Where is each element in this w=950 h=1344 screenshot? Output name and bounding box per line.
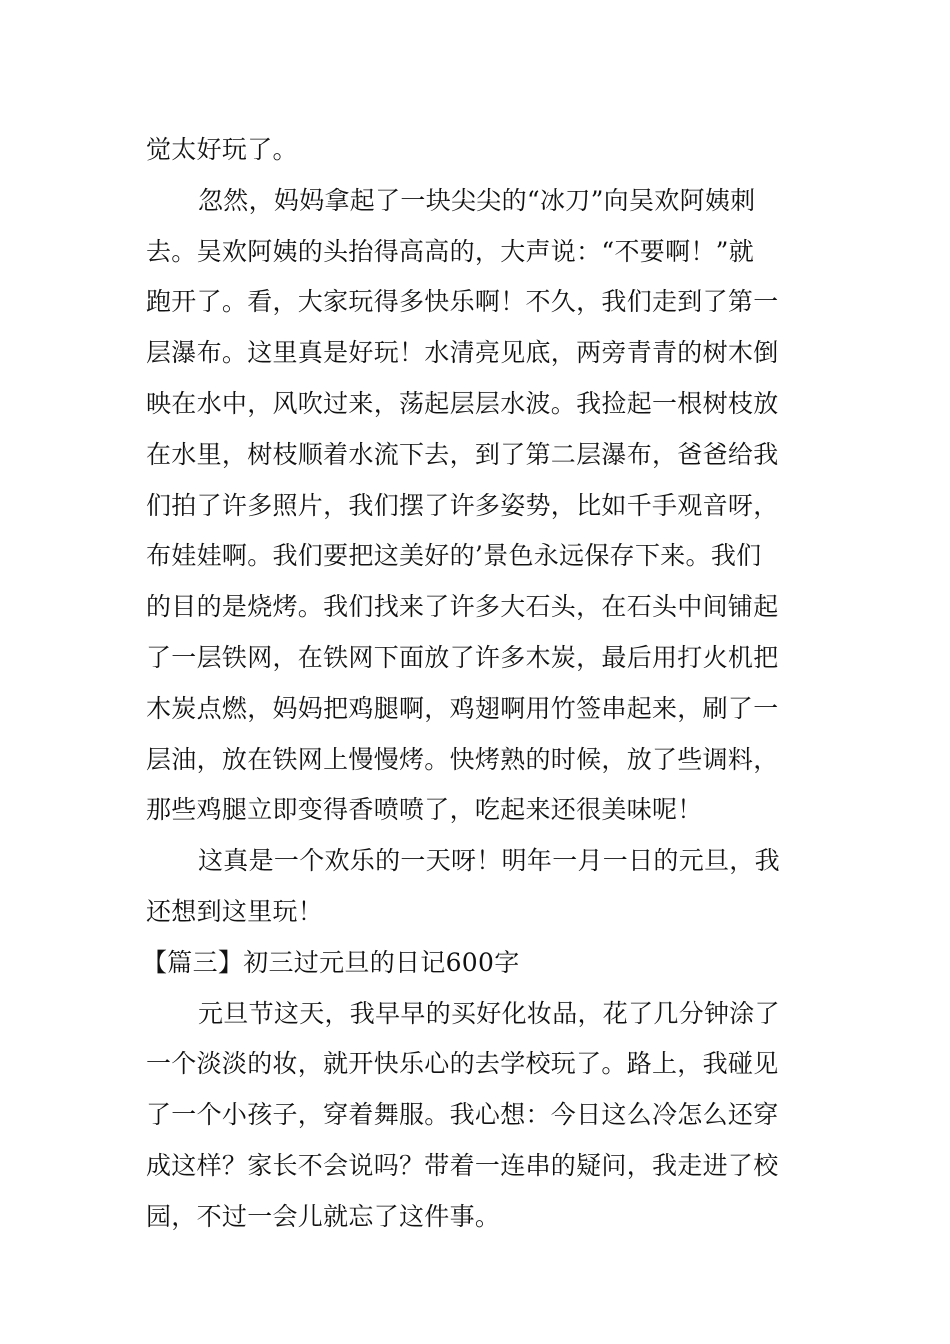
paragraph — [146, 176, 811, 836]
paragraph — [146, 836, 811, 938]
paragraph-line: 层油，放在铁网上慢慢烤。快烤熟的时候，放了些调料， — [146, 744, 779, 774]
paragraph-line: 布娃娃啊。我们要把这美好的’景色永远保存下来。我们 — [146, 541, 762, 571]
paragraph-line: 映在水中，风吹过来，荡起层层水波。我捡起一根树枝放 — [146, 388, 779, 418]
paragraph-line: 去。吴欢阿姨的头抬得高高的，大声说：“不要啊！”就 — [146, 236, 755, 266]
paragraph-line: 觉太好玩了。 — [146, 135, 298, 164]
paragraph-line: 们拍了许多照片，我们摆了许多姿势，比如千手观音呀， — [146, 490, 779, 520]
paragraph-line: 的目的是烧烤。我们找来了许多大石头，在石头中间铺起 — [146, 592, 779, 622]
paragraph-line: 元旦节这天，我早早的买好化妆品，花了几分钟涂了 — [198, 998, 780, 1028]
paragraph-line: 这真是一个欢乐的一天呀！明年一月一日的元旦，我 — [198, 846, 780, 876]
paragraph-line: 木炭点燃，妈妈把鸡腿啊，鸡翅啊用竹签串起来，刷了一 — [146, 693, 779, 723]
paragraph-line: 层瀑布。这里真是好玩！水清亮见底，两旁青青的树木倒 — [146, 338, 779, 368]
paragraph-line: 那些鸡腿立即变得香喷喷了，吃起来还很美味呢！ — [146, 795, 703, 825]
section-heading: 【篇三】初三过元旦的日记600字 — [142, 947, 520, 977]
paragraph-line: 还想到这里玩！ — [146, 896, 324, 926]
paragraph — [146, 989, 811, 1243]
paragraph-line: 一个淡淡的妆，就开快乐心的去学校玩了。路上，我碰见 — [146, 1049, 779, 1079]
paragraph — [146, 125, 811, 176]
paragraph-line: 跑开了。看，大家玩得多快乐啊！不久，我们走到了第一 — [146, 287, 779, 317]
paragraph-line: 成这样？家长不会说吗？带着一连串的疑问，我走进了校 — [146, 1150, 779, 1180]
paragraph-line: 忽然，妈妈拿起了一块尖尖的“冰刀”向吴欢阿姨刺 — [198, 185, 756, 215]
paragraph-line: 园，不过一会儿就忘了这件事。 — [146, 1201, 501, 1231]
paragraph-line: 了一层铁网，在铁网下面放了许多木炭，最后用打火机把 — [146, 642, 779, 672]
document-page — [142, 125, 811, 1243]
paragraph-line: 了一个小孩子，穿着舞服。我心想：今日这么冷怎么还穿 — [146, 1100, 779, 1130]
paragraph-line: 在水里，树枝顺着水流下去，到了第二层瀑布，爸爸给我 — [146, 439, 779, 469]
